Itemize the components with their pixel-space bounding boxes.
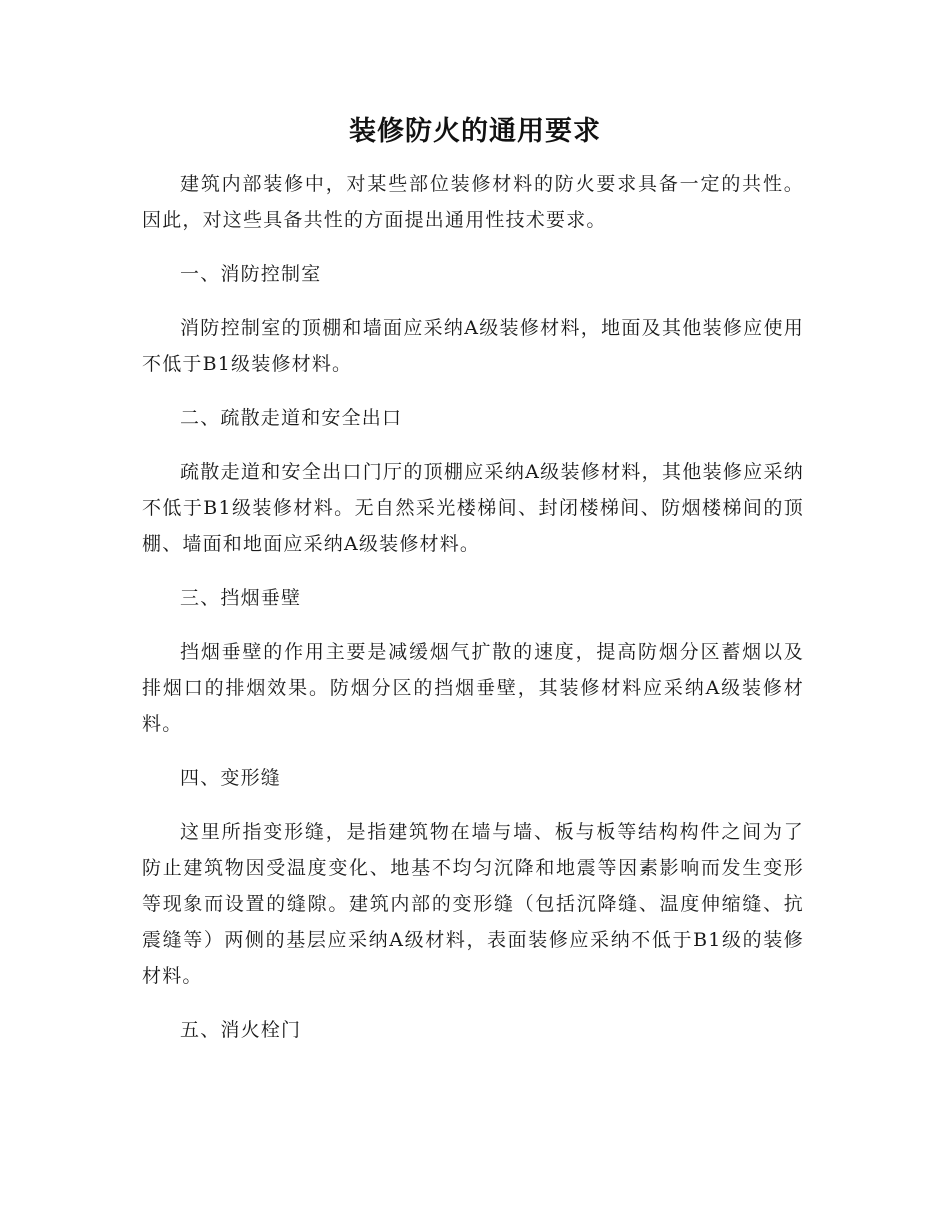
section-body-deformation-joint: 这里所指变形缝，是指建筑物在墙与墙、板与板等结构构件之间为了防止建筑物因受温度变化、地基不均匀沉降和地震等因素影响而发生变形等现象而设置的缝隙。建筑内部的变形缝（包括沉降缝、温度伸缩缝、抗震缝等）两侧的基层应采纳A级材料，表面装修应采纳不低于B1级的装修材料。 — [142, 821, 804, 987]
section-heading-hydrant-door: 五、消火栓门 — [180, 1019, 302, 1041]
section-heading-evacuation: 二、疏散走道和安全出口 — [180, 407, 403, 429]
section-heading-control-room: 一、消防控制室 — [180, 263, 322, 285]
section-body-control-room: 消防控制室的顶棚和墙面应采纳A级装修材料，地面及其他装修应使用不低于B1级装修材料。 — [142, 317, 804, 375]
document-title: 装修防火的通用要求 — [349, 116, 601, 147]
section-heading-smoke-curtain: 三、挡烟垂壁 — [180, 587, 302, 609]
section-body-evacuation: 疏散走道和安全出口门厅的顶棚应采纳A级装修材料，其他装修应采纳不低于B1级装修材料。无自然采光楼梯间、封闭楼梯间、防烟楼梯间的顶棚、墙面和地面应采纳A级装修材料。 — [142, 461, 804, 555]
document-body — [142, 166, 804, 1048]
section-heading-deformation-joint: 四、变形缝 — [180, 767, 282, 789]
intro-paragraph: 建筑内部装修中，对某些部位装修材料的防火要求具备一定的共性。因此，对这些具备共性的方面提出通用性技术要求。 — [142, 173, 804, 231]
section-body-smoke-curtain: 挡烟垂壁的作用主要是减缓烟气扩散的速度，提高防烟分区蓄烟以及排烟口的排烟效果。防烟分区的挡烟垂壁，其装修材料应采纳A级装修材料。 — [142, 641, 804, 735]
